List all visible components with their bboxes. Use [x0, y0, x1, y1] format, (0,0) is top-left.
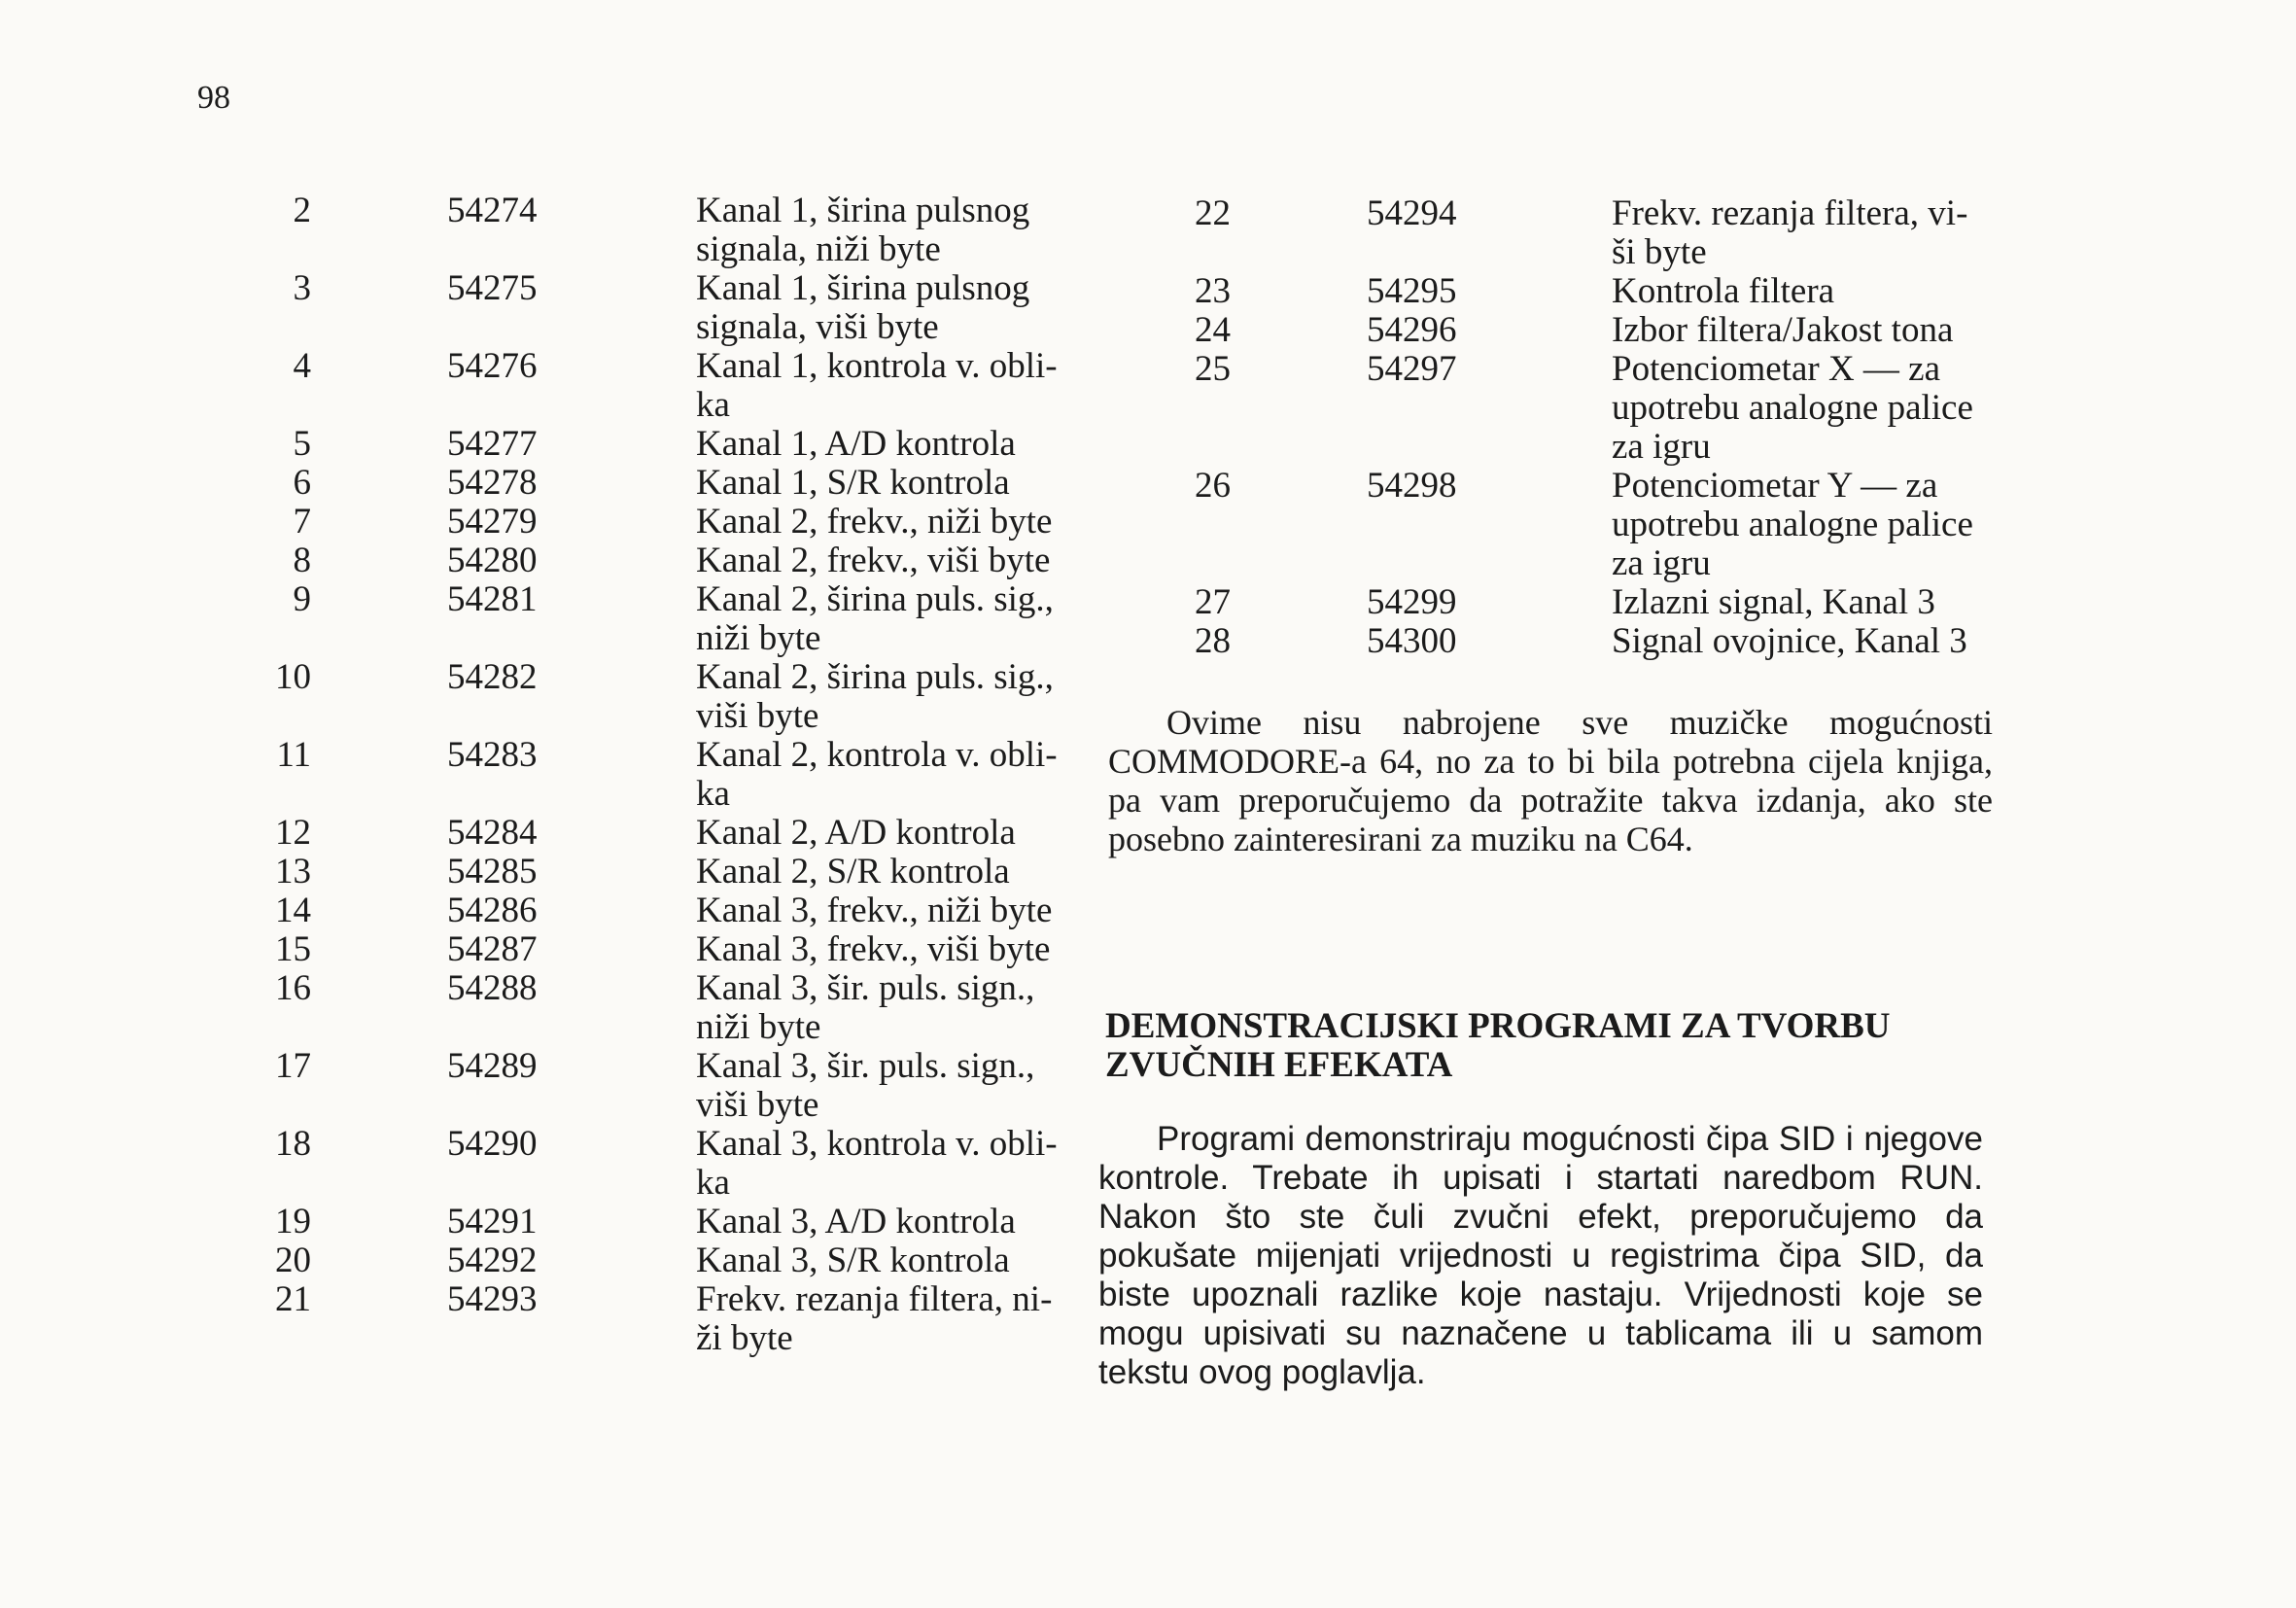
register-description [686, 814, 1163, 853]
register-description-line: Izlazni signal, Kanal 3 [1612, 582, 1935, 622]
register-description-line: Kontrola filtera [1612, 271, 1835, 311]
register-description-line: Kanal 2, S/R kontrola [696, 852, 1010, 891]
register-row [241, 658, 1163, 736]
register-description-line: ka [696, 774, 730, 814]
register-description [686, 542, 1163, 580]
register-number: 19 [275, 1202, 311, 1241]
register-address: 54296 [1367, 310, 1457, 350]
register-description [1602, 583, 2078, 622]
register-row [241, 736, 1163, 814]
register-number: 4 [293, 346, 311, 386]
register-row [241, 464, 1163, 503]
register-description-line: viši byte [696, 1085, 819, 1125]
register-number: 24 [1195, 310, 1231, 350]
register-description [686, 1047, 1163, 1125]
register-description [686, 891, 1163, 930]
register-row [241, 814, 1163, 853]
register-address: 54280 [447, 541, 538, 580]
register-description [686, 464, 1163, 503]
register-number: 14 [275, 891, 311, 930]
register-address: 54279 [447, 502, 538, 542]
register-description-line: Frekv. rezanja filtera, ni- [696, 1279, 1053, 1319]
register-description-line: Kanal 2, širina puls. sig., [696, 657, 1054, 697]
register-row [241, 891, 1163, 930]
register-address: 54289 [447, 1046, 538, 1086]
register-description-line: Kanal 2, A/D kontrola [696, 813, 1016, 853]
register-address: 54295 [1367, 271, 1457, 311]
register-description [686, 969, 1163, 1047]
register-row [241, 347, 1163, 425]
register-description-line: signala, viši byte [696, 307, 939, 347]
register-description-line: signala, niži byte [696, 229, 941, 269]
register-number: 15 [275, 929, 311, 969]
register-address: 54294 [1367, 193, 1457, 233]
register-description-line: Frekv. rezanja filtera, vi- [1612, 193, 1968, 233]
register-description-line: Kanal 1, širina pulsnog [696, 268, 1030, 308]
register-description-line: za igru [1612, 427, 1711, 467]
register-address: 54276 [447, 346, 538, 386]
register-description [686, 1125, 1163, 1203]
register-row [241, 542, 1163, 580]
register-description [686, 1280, 1163, 1358]
register-description [1602, 350, 2078, 467]
register-address: 54299 [1367, 582, 1457, 622]
register-description-line: Kanal 2, frekv., viši byte [696, 541, 1051, 580]
register-description [1602, 272, 2078, 311]
intro-paragraph [1108, 703, 1993, 858]
register-number: 11 [276, 735, 311, 775]
register-number: 9 [293, 579, 311, 619]
register-row [241, 192, 1163, 269]
register-address: 54282 [447, 657, 538, 697]
register-description-line: Kanal 2, frekv., niži byte [696, 502, 1053, 542]
register-row [241, 580, 1163, 658]
register-row [1166, 583, 2078, 622]
register-description [686, 192, 1163, 269]
register-description [1602, 194, 2078, 272]
register-description-line: Kanal 1, širina pulsnog [696, 191, 1030, 230]
register-number: 25 [1195, 349, 1231, 389]
register-address: 54283 [447, 735, 538, 775]
register-description-line: Potenciometar Y — za [1612, 466, 1938, 506]
register-address: 54278 [447, 463, 538, 503]
register-description-line: Kanal 2, kontrola v. obli- [696, 735, 1058, 775]
register-row [241, 269, 1163, 347]
register-row [241, 969, 1163, 1047]
register-address: 54274 [447, 191, 538, 230]
register-description-line: ka [696, 1163, 730, 1203]
register-description-line: Kanal 3, šir. puls. sign., [696, 1046, 1035, 1086]
register-description-line: niži byte [696, 1007, 821, 1047]
register-row [241, 1047, 1163, 1125]
intro-paragraph-text: Ovime nisu nabrojene sve muzičke mogućnosti COMMODORE-a 64, no za to bi bila potrebna cijela knjiga, pa vam preporučujemo da potražite takva izdanja, ako ste posebno zainteresirani za muziku na C64. [1108, 703, 1993, 858]
register-description-line: Kanal 3, A/D kontrola [696, 1202, 1016, 1241]
register-description-line: upotrebu analogne palice [1612, 505, 1973, 544]
register-row [1166, 467, 2078, 583]
register-address: 54298 [1367, 466, 1457, 506]
register-address: 54288 [447, 968, 538, 1008]
register-number: 28 [1195, 621, 1231, 661]
body-paragraph-text: Programi demonstriraju mogućnosti čipa SID i njegove kontrole. Trebate ih upisati i startati naredbom RUN. Nakon što ste čuli zvučni efekt, preporučujemo da pokušate mijenjati vrijednosti u registrima čipa SID, da biste upoznali razlike koje nastaju. Vrijednosti koje se mogu upisivati su naznačene u tablicama ili u samom tekstu ovog poglavlja. [1098, 1120, 1983, 1391]
register-number: 13 [275, 852, 311, 891]
register-number: 23 [1195, 271, 1231, 311]
register-description-line: Kanal 3, kontrola v. obli- [696, 1124, 1058, 1164]
register-description [686, 736, 1163, 814]
register-description-line: Potenciometar X — za [1612, 349, 1941, 389]
register-number: 21 [275, 1279, 311, 1319]
register-address: 54285 [447, 852, 538, 891]
register-description-line: Kanal 3, frekv., viši byte [696, 929, 1051, 969]
register-address: 54291 [447, 1202, 538, 1241]
register-number: 26 [1195, 466, 1231, 506]
register-row [1166, 622, 2078, 661]
register-number: 27 [1195, 582, 1231, 622]
register-description [686, 1203, 1163, 1241]
section-heading: DEMONSTRACIJSKI PROGRAMI ZA TVORBU ZVUČNIH EFEKATA [1105, 1006, 1891, 1085]
register-number: 10 [275, 657, 311, 697]
register-description-line: Kanal 3, frekv., niži byte [696, 891, 1053, 930]
register-description-line: Signal ovojnice, Kanal 3 [1612, 621, 1967, 661]
register-address: 54286 [447, 891, 538, 930]
register-address: 54292 [447, 1241, 538, 1280]
register-description-line: ši byte [1612, 232, 1707, 272]
register-row [241, 425, 1163, 464]
register-description-line: Kanal 1, kontrola v. obli- [696, 346, 1058, 386]
register-number: 8 [293, 541, 311, 580]
register-description [686, 425, 1163, 464]
register-address: 54275 [447, 268, 538, 308]
register-address: 54300 [1367, 621, 1457, 661]
register-description [1602, 622, 2078, 661]
register-description-line: viši byte [696, 696, 819, 736]
register-description-line: Kanal 1, S/R kontrola [696, 463, 1010, 503]
register-row [241, 1125, 1163, 1203]
register-number: 7 [293, 502, 311, 542]
register-description-line: Kanal 1, A/D kontrola [696, 424, 1016, 464]
sid-register-table-left [241, 192, 1163, 1358]
register-row [241, 930, 1163, 969]
register-number: 17 [275, 1046, 311, 1086]
register-address: 54290 [447, 1124, 538, 1164]
register-description [686, 269, 1163, 347]
register-description-line: niži byte [696, 618, 821, 658]
register-address: 54287 [447, 929, 538, 969]
register-number: 6 [293, 463, 311, 503]
register-address: 54277 [447, 424, 538, 464]
register-row [241, 853, 1163, 891]
register-description [686, 853, 1163, 891]
sid-register-table-right [1166, 194, 2078, 661]
register-row [241, 1280, 1163, 1358]
register-row [1166, 272, 2078, 311]
register-row [241, 1203, 1163, 1241]
register-row [241, 1241, 1163, 1280]
register-description-line: Kanal 3, šir. puls. sign., [696, 968, 1035, 1008]
register-description [686, 503, 1163, 542]
register-number: 16 [275, 968, 311, 1008]
register-row [1166, 350, 2078, 467]
register-number: 5 [293, 424, 311, 464]
register-description-line: Izbor filtera/Jakost tona [1612, 310, 1954, 350]
register-description-line: ka [696, 385, 730, 425]
register-description [686, 580, 1163, 658]
register-address: 54293 [447, 1279, 538, 1319]
register-description [1602, 311, 2078, 350]
register-number: 3 [293, 268, 311, 308]
register-number: 12 [275, 813, 311, 853]
register-row [1166, 194, 2078, 272]
register-number: 22 [1195, 193, 1231, 233]
register-description-line: Kanal 2, širina puls. sig., [696, 579, 1054, 619]
register-description [686, 930, 1163, 969]
register-address: 54281 [447, 579, 538, 619]
register-description [686, 347, 1163, 425]
register-row [241, 503, 1163, 542]
register-description [686, 658, 1163, 736]
register-number: 2 [293, 191, 311, 230]
register-description [686, 1241, 1163, 1280]
register-description-line: ži byte [696, 1318, 793, 1358]
register-row [1166, 311, 2078, 350]
register-description [1602, 467, 2078, 583]
register-address: 54297 [1367, 349, 1457, 389]
page-number: 98 [197, 80, 230, 116]
register-description-line: upotrebu analogne palice [1612, 388, 1973, 428]
register-number: 20 [275, 1241, 311, 1280]
register-number: 18 [275, 1124, 311, 1164]
register-address: 54284 [447, 813, 538, 853]
body-paragraph [1098, 1120, 1983, 1392]
register-description-line: Kanal 3, S/R kontrola [696, 1241, 1010, 1280]
register-description-line: za igru [1612, 543, 1711, 583]
